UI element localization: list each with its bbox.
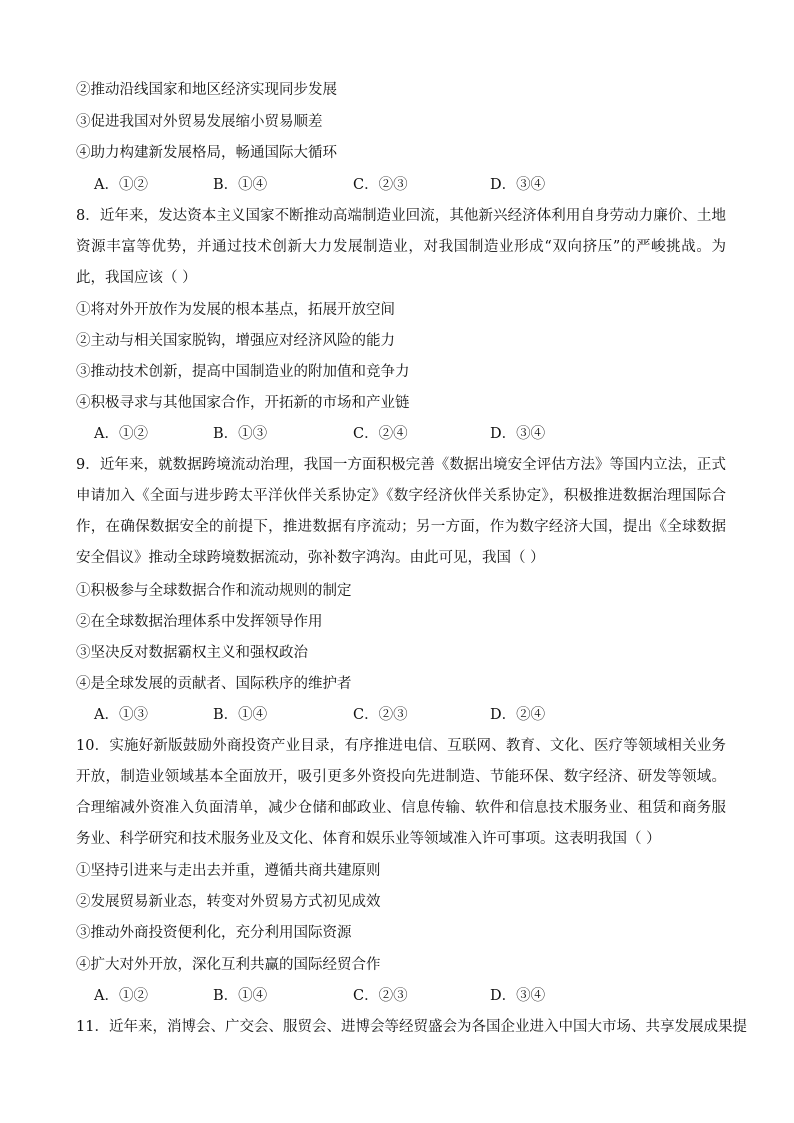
q9-item-4: ④是全球发展的贡献者、国际秩序的维护者 (76, 676, 352, 692)
q10-option-b: B．①④ (213, 988, 268, 1004)
q8-stem: 8．近年来，发达资本主义国家不断推动高端制造业回流，其他新兴经济体利用自身劳动力廉价、土地资源丰富等优势，并通过技术创新大力发展制造业，对我国制造业形成“双向挤压”的严峻挑战。为此，我国应该（ ） (76, 208, 726, 286)
q10-option-d: D．③④ (490, 988, 546, 1004)
q8-option-c: C．②④ (353, 426, 408, 442)
q10-item-3: ③推动外商投资便利化，充分利用国际资源 (76, 925, 352, 941)
q11-stem: 11．近年来，消博会、广交会、服贸会、进博会等经贸盛会为各国企业进入中国大市场、共享发展成果提 (76, 1019, 747, 1035)
q10-item-2: ②发展贸易新业态，转变对外贸易方式初见成效 (76, 894, 381, 910)
q7-options (94, 175, 694, 195)
q10-item-1: ①坚持引进来与走出去并重，遵循共商共建原则 (76, 863, 381, 879)
q9-options (94, 705, 694, 725)
q7-item-4: ④助力构建新发展格局，畅通国际大循环 (76, 145, 337, 161)
q8-item-1: ①将对外开放作为发展的根本基点，拓展开放空间 (76, 302, 395, 318)
q10-options (94, 986, 694, 1006)
q8-item-2: ②主动与相关国家脱钩，增强应对经济风险的能力 (76, 333, 395, 349)
q10-option-c: C．②③ (353, 988, 408, 1004)
q8-item-3: ③推动技术创新，提高中国制造业的附加值和竞争力 (76, 364, 410, 380)
q9-item-3: ③坚决反对数据霸权主义和强权政治 (76, 645, 308, 661)
q8-option-b: B．①③ (213, 426, 268, 442)
q9-option-d: D．②④ (490, 707, 546, 723)
q8-option-d: D．③④ (490, 426, 546, 442)
q10-item-4: ④扩大对外开放，深化互利共赢的国际经贸合作 (76, 957, 381, 973)
q7-option-c: C．②③ (353, 177, 408, 193)
q7-item-2: ②推动沿线国家和地区经济实现同步发展 (76, 82, 337, 98)
q7-item-3: ③促进我国对外贸易发展缩小贸易顺差 (76, 114, 323, 130)
q8-option-a: A．①② (94, 426, 148, 442)
q10-stem: 10．实施好新版鼓励外商投资产业目录，有序推进电信、互联网、教育、文化、医疗等领域相关业务开放，制造业领域基本全面放开，吸引更多外资投向先进制造、节能环保、数字经济、研发等领域。合理缩减外资准入负面清单，减少仓储和邮政业、信息传输、软件和信息技术服务业、租赁和商务服务业、科学研究和技术服务业及文化、体育和娱乐业等领域准入许可事项。这表明我国（ ） (76, 738, 726, 847)
q9-option-a: A．①③ (94, 707, 148, 723)
q7-option-b: B．①④ (213, 177, 268, 193)
q10-option-a: A．①② (94, 988, 148, 1004)
q7-option-d: D．③④ (490, 177, 546, 193)
q9-item-1: ①积极参与全球数据合作和流动规则的制定 (76, 583, 352, 599)
q9-stem: 9．近年来，就数据跨境流动治理，我国一方面积极完善《数据出境安全评估方法》等国内立法，正式申请加入《全面与进步跨太平洋伙伴关系协定》《数字经济伙伴关系协定》，积极推进数据治理国际合作，在确保数据安全的前提下，推进数据有序流动；另一方面，作为数字经济大国，提出《全球数据安全倡议》推动全球跨境数据流动，弥补数字鸿沟。由此可见，我国（ ） (76, 457, 726, 566)
q7-option-a: A．①② (94, 177, 148, 193)
q9-option-c: C．②③ (353, 707, 408, 723)
q9-item-2: ②在全球数据治理体系中发挥领导作用 (76, 614, 323, 630)
q8-item-4: ④积极寻求与其他国家合作，开拓新的市场和产业链 (76, 395, 410, 411)
q8-options (94, 424, 694, 444)
q9-option-b: B．①④ (213, 707, 268, 723)
